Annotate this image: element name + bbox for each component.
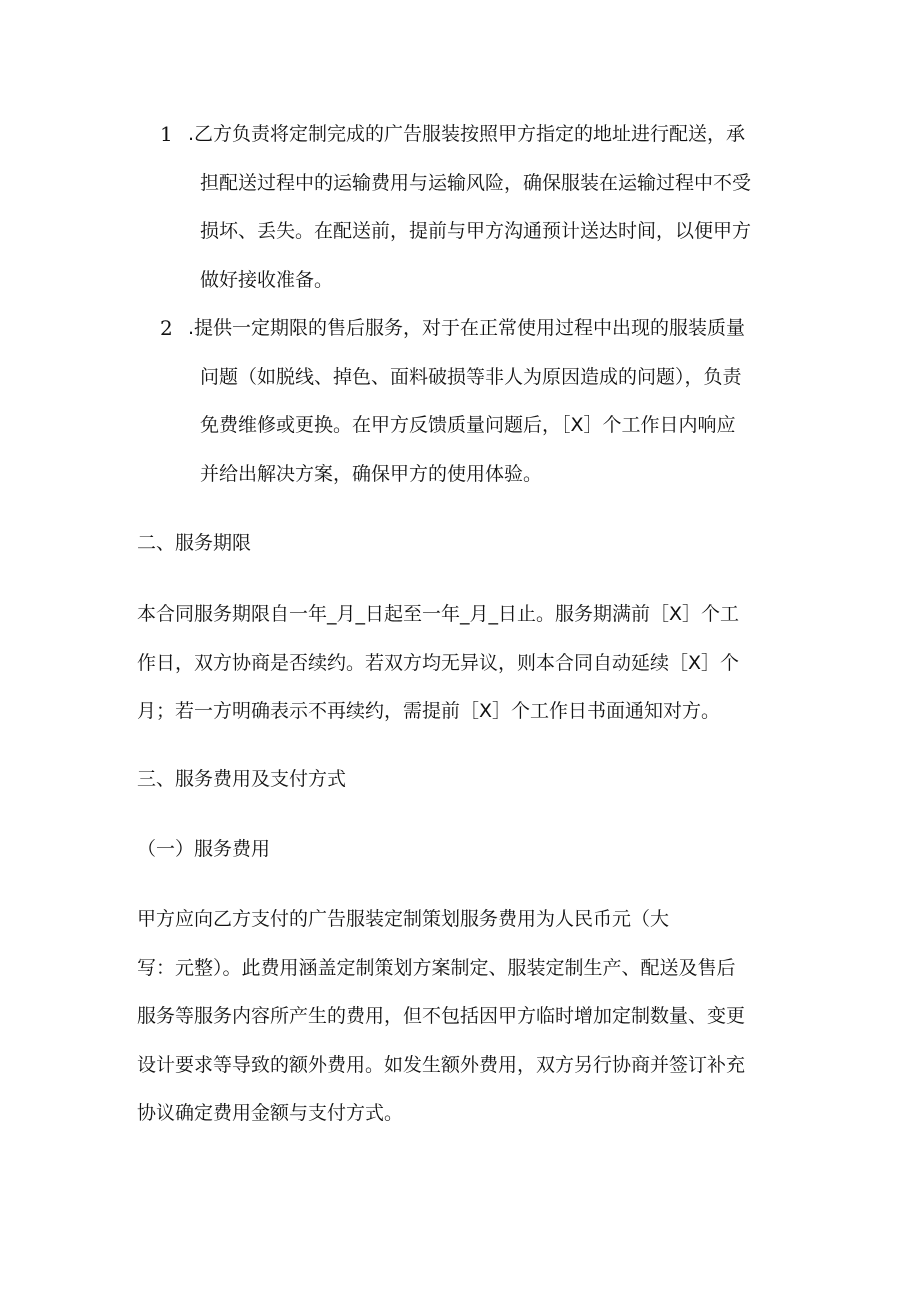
list-item-text: [188, 110, 793, 304]
section-heading-term: 二、服务期限: [137, 532, 252, 554]
subheading-service-fee: （一）服务费用: [137, 838, 271, 860]
text-line: 免费维修或更换。在甲方反馈质量问题后，［X］个工作日内响应: [200, 414, 736, 436]
text-line: 问题（如脱线、掉色、面料破损等非人为原因造成的问题），负责: [200, 365, 742, 388]
text-line: 设计要求等导致的额外费用。如发生额外费用，双方另行协商并签订补充: [137, 1053, 746, 1076]
text-line: .提供一定期限的售后服务，对于在正常使用过程中出现的服装质量: [188, 317, 746, 339]
text-line: 服务等服务内容所产生的费用，但不包括因甲方临时增加定制数量、变更: [137, 1005, 746, 1027]
text-line: 本合同服务期限自一年_月_日起至一年_月_日止。服务期满前［X］个工: [137, 603, 740, 625]
paragraph-term: [137, 590, 787, 736]
text-line: .乙方负责将定制完成的广告服装按照甲方指定的地址进行配送，承: [188, 123, 746, 145]
text-line: 担配送过程中的运输费用与运输风险，确保服装在运输过程中不受: [200, 171, 752, 194]
list-item-text: [188, 304, 793, 498]
text-line: 做好接收准备。: [200, 268, 334, 291]
list-item-number: 1: [160, 122, 173, 146]
text-line: 并给出解决方案，确保甲方的使用体验。: [200, 462, 543, 485]
text-line: 损坏、丢失。在配送前，提前与甲方沟通预计送达时间，以便甲方: [200, 220, 752, 242]
text-line: 甲方应向乙方支付的广告服装定制策划服务费用为人民币元（大: [137, 908, 670, 930]
paragraph-service-fee: [137, 895, 787, 1138]
text-line: 协议确定费用金额与支付方式。: [137, 1102, 404, 1124]
text-line: 写：元整）。此费用涵盖定制策划方案制定、服装定制生产、配送及售后: [137, 956, 736, 979]
list-item-number: 2: [160, 316, 173, 340]
section-heading-fees: 三、服务费用及支付方式: [137, 768, 347, 790]
text-line: 月；若一方明确表示不再续约，需提前［X］个工作日书面通知对方。: [137, 700, 721, 722]
text-line: 作日，双方协商是否续约。若双方均无异议，则本合同自动延续［X］个: [137, 651, 740, 674]
